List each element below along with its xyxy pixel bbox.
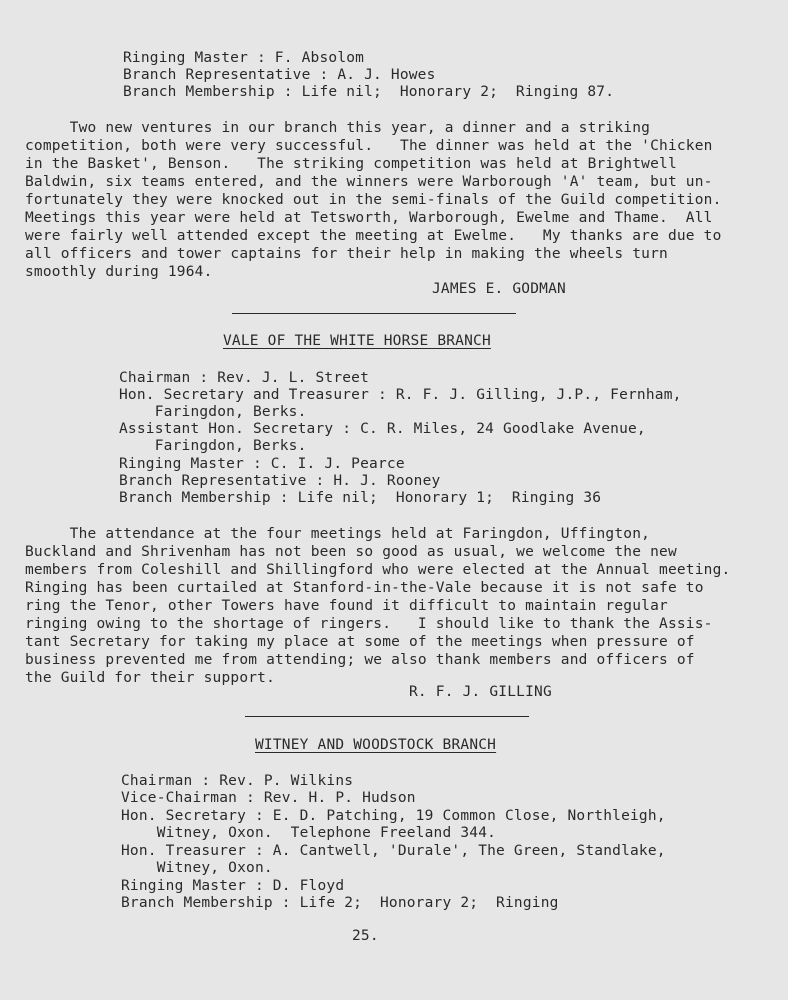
report-line: tant Secretary for taking my place at some of the meetings when pressure of	[25, 634, 695, 650]
report-line: Meetings this year were held at Tetsworth, Warborough, Ewelme and Thame. All	[25, 210, 713, 226]
section-divider	[232, 313, 516, 314]
report-line: ring the Tenor, other Towers have found it difficult to maintain regular	[25, 598, 668, 614]
signature: R. F. J. GILLING	[409, 684, 552, 700]
report-line: Ringing has been curtailed at Stanford-in-the-Vale because it is not safe to	[25, 580, 704, 596]
report-line: the Guild for their support.	[25, 670, 276, 686]
officer-line: Branch Membership : Life 2; Honorary 2; Ringing	[121, 895, 559, 911]
officer-line: Chairman : Rev. J. L. Street	[119, 370, 370, 386]
officer-line: Faringdon, Berks.	[119, 438, 307, 454]
officer-line: Chairman : Rev. P. Wilkins	[121, 773, 354, 789]
officer-line: Witney, Oxon. Telephone Freeland 344.	[121, 825, 497, 841]
report-line: ringing owing to the shortage of ringers. I should like to thank the Assis-	[25, 616, 713, 632]
officer-line: Assistant Hon. Secretary : C. R. Miles, 24 Goodlake Avenue,	[119, 421, 646, 437]
officer-line: Hon. Secretary and Treasurer : R. F. J. Gilling, J.P., Fernham,	[119, 387, 682, 403]
officer-line: Ringing Master : D. Floyd	[121, 878, 345, 894]
officer-line: Hon. Secretary : E. D. Patching, 19 Common Close, Northleigh,	[121, 808, 666, 824]
report-line: in the Basket', Benson. The striking competition was held at Brightwell	[25, 156, 677, 172]
report-line: smoothly during 1964.	[25, 264, 213, 280]
page-number: 25.	[352, 928, 379, 944]
report-line: members from Coleshill and Shillingford who were elected at the Annual meeting.	[25, 562, 731, 578]
officer-line: Branch Representative : A. J. Howes	[123, 67, 436, 83]
report-line: competition, both were very successful. The dinner was held at the 'Chicken	[25, 138, 713, 154]
report-line: The attendance at the four meetings held at Faringdon, Uffington,	[25, 526, 651, 542]
section-heading: VALE OF THE WHITE HORSE BRANCH	[223, 333, 491, 349]
section-divider	[245, 716, 529, 717]
officer-line: Branch Membership : Life nil; Honorary 1; Ringing 36	[119, 490, 602, 506]
report-line: were fairly well attended except the meeting at Ewelme. My thanks are due to	[25, 228, 722, 244]
officer-line: Ringing Master : F. Absolom	[123, 50, 365, 66]
officer-line: Vice-Chairman : Rev. H. P. Hudson	[121, 790, 416, 806]
officer-line: Faringdon, Berks.	[119, 404, 307, 420]
report-line: Two new ventures in our branch this year, a dinner and a striking	[25, 120, 651, 136]
report-line: business prevented me from attending; we also thank members and officers of	[25, 652, 695, 668]
officer-line: Branch Representative : H. J. Rooney	[119, 473, 441, 489]
report-line: Buckland and Shrivenham has not been so good as usual, we welcome the new	[25, 544, 677, 560]
report-line: all officers and tower captains for their help in making the wheels turn	[25, 246, 668, 262]
section-heading: WITNEY AND WOODSTOCK BRANCH	[255, 737, 497, 753]
officer-line: Branch Membership : Life nil; Honorary 2; Ringing 87.	[123, 84, 615, 100]
report-line: fortunately they were knocked out in the semi-finals of the Guild competition.	[25, 192, 722, 208]
report-line: Baldwin, six teams entered, and the winners were Warborough 'A' team, but un-	[25, 174, 713, 190]
officer-line: Ringing Master : C. I. J. Pearce	[119, 456, 405, 472]
signature: JAMES E. GODMAN	[432, 281, 566, 297]
officer-line: Witney, Oxon.	[121, 860, 273, 876]
officer-line: Hon. Treasurer : A. Cantwell, 'Durale', The Green, Standlake,	[121, 843, 666, 859]
